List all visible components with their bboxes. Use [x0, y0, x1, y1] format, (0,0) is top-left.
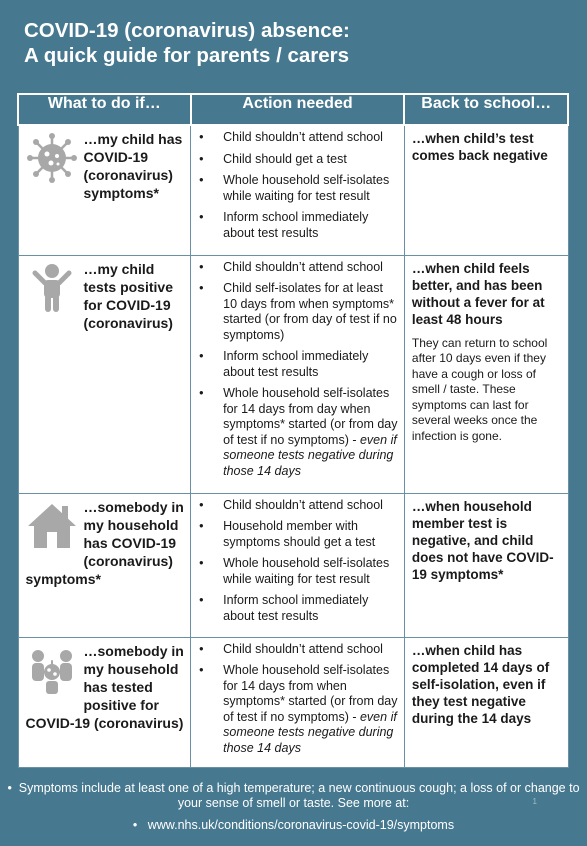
header-row [18, 94, 568, 125]
table-row [18, 493, 568, 637]
back-to-school-text: …when child’s test comes back negative [411, 131, 548, 163]
back-to-school-text: …when child has completed 14 days of self-isolation, even if they test negative during the 14 days [411, 642, 550, 726]
house-icon [26, 500, 78, 552]
action-item: • Inform school immediately about test results [223, 593, 398, 624]
symptoms-footnote-text: Symptoms include at least one of a high temperature; a new continuous cough; a loss of or change to your sense of smell or taste. See more at: [18, 781, 580, 810]
table-row [18, 637, 568, 767]
title-line-2: A quick guide for parents / carers [24, 44, 350, 67]
action-item [223, 663, 398, 756]
condition-cell [18, 255, 191, 493]
child-icon [26, 262, 78, 314]
action-italic-note: even if someone tests negative during those 14 days [223, 432, 397, 478]
nhs-link-line: • www.nhs.uk/conditions/coronavirus-covid-19/symptoms [132, 818, 455, 832]
action-cell [191, 493, 405, 637]
action-item: • Child shouldn’t attend school [223, 130, 398, 146]
condition-text: …my child tests positive for COVID-19 (coronavirus) [83, 260, 173, 331]
header-what-to-do: What to do if… [18, 94, 191, 125]
action-item: • Whole household self-isolates while waiting for test result [223, 173, 398, 204]
action-item: • Household member with symptoms should get a test [223, 519, 398, 550]
back-to-school-note: They can return to school after 10 days even if they have a cough or loss of smell / taste. These symptoms can last for several weeks once the infection is gone. [411, 335, 548, 443]
condition-text: …my child has COVID-19 (coronavirus) symptoms* [83, 131, 183, 201]
condition-text: …somebody in my household has COVID-19 (coronavirus) symptoms* [25, 498, 184, 587]
header-action-needed: Action needed [191, 94, 405, 125]
back-to-school-cell [404, 493, 568, 637]
back-to-school-text: …when child feels better, and has been without a fever for at least 48 hours [411, 260, 545, 327]
table-row [18, 125, 568, 255]
page-number: 1 [532, 797, 537, 806]
back-to-school-cell [404, 255, 568, 493]
action-item [223, 386, 398, 479]
symptoms-footnote: • Symptoms include at least one of a high temperature; a new continuous cough; a loss of or change to your sense of smell or taste. See more at: [7, 781, 580, 810]
action-italic-note: even if someone tests negative during those 14 days [223, 709, 397, 755]
nhs-link[interactable]: www.nhs.uk/conditions/coronavirus-covid-19/symptoms [147, 818, 455, 832]
condition-cell [18, 493, 191, 637]
virus-icon [26, 132, 78, 184]
action-item: • Whole household self-isolates while waiting for test result [223, 556, 398, 587]
guidance-table [17, 93, 569, 768]
title-line-1: COVID-19 (coronavirus) absence: [24, 19, 350, 42]
action-text: Whole household self-isolates for 14 days from when symptoms* started (or from day of test if no symptoms) - [223, 663, 398, 724]
action-item: • Inform school immediately about test results [223, 210, 398, 241]
back-to-school-text: …when household member test is negative, and child does not have COVID-19 symptoms* [411, 498, 554, 582]
header-back-to-school: Back to school… [404, 94, 568, 125]
action-item: • Inform school immediately about test results [223, 349, 398, 380]
condition-text: …somebody in my household has tested positive for COVID-19 (coronavirus) [25, 642, 184, 731]
condition-cell [18, 637, 191, 767]
action-item: • Child shouldn’t attend school [223, 260, 398, 276]
action-cell [191, 255, 405, 493]
action-item: • Child shouldn’t attend school [223, 642, 398, 658]
action-cell [191, 125, 405, 255]
action-item: • Child should get a test [223, 152, 398, 168]
condition-cell [18, 125, 191, 255]
action-item: • Child self-isolates for at least 10 days from when symptoms* started (or from day of test if no symptoms) [223, 281, 398, 343]
family-virus-icon [26, 644, 78, 696]
action-text: Whole household self-isolates for 14 days from day when symptoms* started (or from day of test if no symptoms) - [223, 386, 398, 447]
back-to-school-cell [404, 125, 568, 255]
action-item: • Child shouldn’t attend school [223, 498, 398, 514]
page-title [24, 18, 350, 68]
back-to-school-cell [404, 637, 568, 767]
action-cell [191, 637, 405, 767]
table-row [18, 255, 568, 493]
